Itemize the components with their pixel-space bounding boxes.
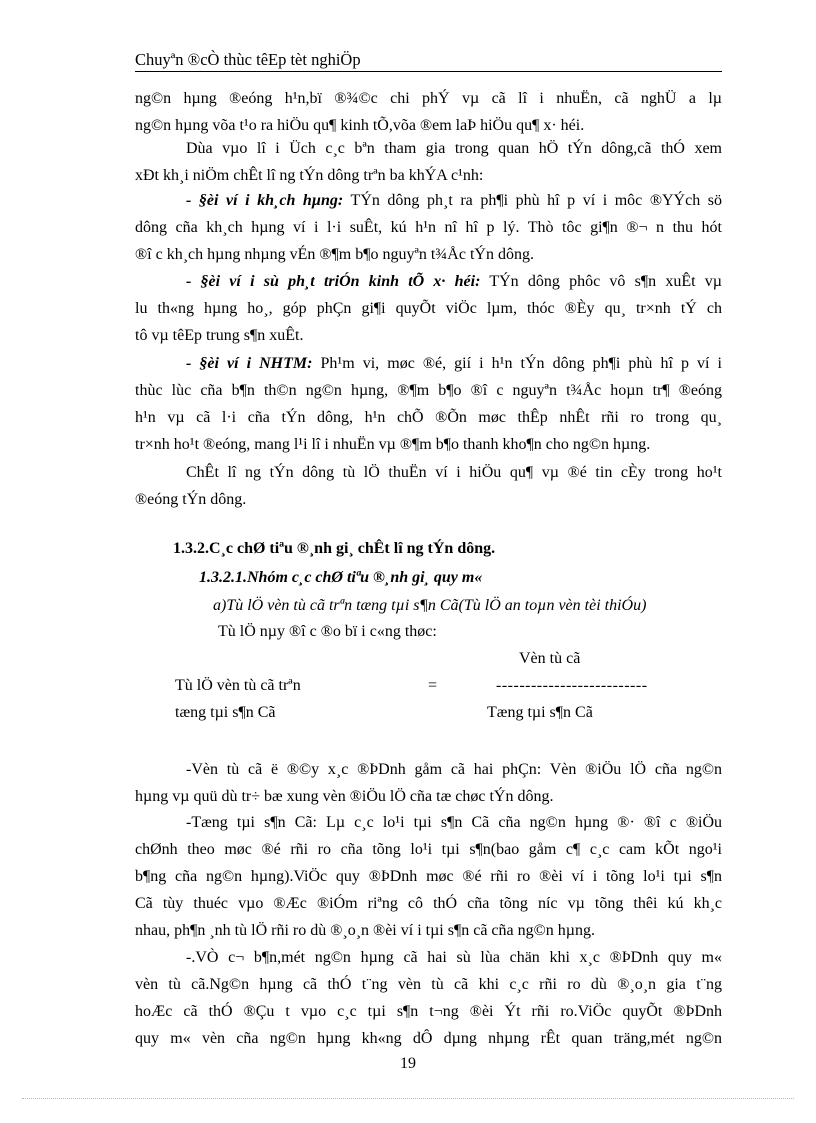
text-fragment: TÝn dông phôc vô s¶n xuÊt vµ	[480, 273, 722, 290]
subsection-heading: 1.3.2.1.Nhóm c¸c chØ tiªu ®¸nh gi¸ quy m«	[199, 569, 483, 586]
text-line: hoÆc cã thÓ ®Çu t vµo c¸c tµi s¶n t¬ng ®èi Ýt rñi ro.ViÖc quyÕt ®ÞDnh	[135, 1003, 722, 1020]
page-header-title: Chuyªn ®cÒ thùc têEp tèt nghiÖp	[135, 50, 361, 69]
formula-left-bottom: tæng tµi s¶n Cã	[175, 704, 276, 721]
text-line: -Tæng tµi s¶n Cã: Lµ c¸c lo¹i tµi s¶n Cã cña ng©n hµng ®· ®î c ®iÖu	[186, 814, 722, 831]
text-line: Cã tùy thuéc vµo ®Æc ®iÓm riªng cô thÓ cña tõng níc vµ tõng thêi kú kh¸c	[135, 895, 722, 912]
text-line: ®î c kh¸ch hµng nhµng vÉn ®¶m b¶o nguyªn t¾Åc tÝn dông.	[135, 246, 534, 263]
formula-intro: Tù lÖ nµy ®î c ®o bï i c«ng thøc:	[218, 623, 437, 640]
text-line: nhau, ph¶n ¸nh tù lÖ rñi ro dù ®¸o¸n ®èi ví i tµi s¶n cã cña ng©n hµng.	[135, 922, 595, 939]
section-heading: 1.3.2.C¸c chØ tiªu ®¸nh gi¸ chÊt lî ng tÝn dông.	[173, 540, 496, 557]
paragraph-customers	[135, 187, 722, 268]
text-line: xÐt kh¸i niÖm chÊt lî ng tÝn dông trªn ba khÝA c¹nh:	[135, 167, 484, 184]
formula-denominator: Tæng tµi s¶n Cã	[487, 704, 593, 721]
text-line: ®eóng tÝn dông.	[135, 491, 247, 508]
item-a-heading: a)Tù lÖ vèn tù cã trªn tæng tµi s¶n Cã(Tù lÖ an toµn vèn tèi thiÓu)	[213, 597, 647, 614]
paragraph-summary	[135, 459, 722, 513]
text-line: ng©n hµng võa t¹o ra hiÖu qu¶ kinh tÕ,võa ®em laÞ hiÖu qu¶ x· héi.	[135, 117, 585, 134]
text-line	[135, 187, 722, 214]
paragraph-nhtm	[135, 350, 722, 458]
paragraph-capital-decision	[135, 944, 722, 1052]
text-fragment: Ph¹m vi, møc ®é, gií i h¹n tÝn dông ph¶i phù hî p ví i	[312, 355, 722, 372]
text-fragment: TÝn dông ph¸t ra ph¶i phù hî p ví i môc ®YÝch sö	[343, 192, 722, 209]
text-line: lu th«ng hµng ho¸, góp phÇn gi¶i quyÕt viÖc lµm, thóc ®Èy qu¸ tr×nh tÝ ch	[135, 300, 722, 317]
formula-numerator: Vèn tù cã	[519, 650, 581, 667]
text-line: Dùa vµo lî i Üch c¸c bªn tham gia trong quan hÖ tÝn dông,cã thÓ xem	[186, 140, 722, 157]
text-line: quy m« vèn cña ng©n hµng kh«ng dÔ dµng nhµng rÊt quan träng,mét ng©n	[135, 1030, 722, 1047]
text-line: chØnh theo møc ®é rñi ro cña tõng lo¹i tµi s¶n(bao gåm c¶ c¸c cam kÕt ngo¹i	[135, 841, 722, 858]
paragraph-own-capital	[135, 756, 722, 810]
paragraph-lead: - §èi ví i NHTM:	[186, 355, 313, 372]
text-line: thùc lùc cña b¶n th©n ng©n hµng, ®¶m b¶o ®î c nguyªn t¾Åc hoµn tr¶ ®eóng	[135, 382, 722, 399]
text-line: -Vèn tù cã ë ®©y x¸c ®ÞDnh gåm cã hai phÇn: Vèn ®iÖu lÖ cña ng©n	[186, 761, 722, 778]
paragraph-credit-quality	[135, 135, 722, 189]
text-line: tr×nh ho¹t ®eóng, mang l¹i lî i nhuËn vµ ®¶m b¶o thanh kho¶n cho ng©n hµng.	[135, 436, 651, 453]
page-bottom-divider	[22, 1098, 794, 1099]
text-line: ChÊt lî ng tÝn dông tù lÖ thuËn ví i hiÖu qu¶ vµ ®é tin cÈy trong ho¹t	[186, 464, 722, 481]
paragraph-total-assets	[135, 809, 722, 944]
text-line: h¹n vµ cã l·i cña tÝn dông, h¹n chÕ ®Õn møc thÊp nhÊt rñi ro trong qu¸	[135, 409, 722, 426]
text-line: b¶ng cña ng©n hµng).ViÖc quy ®ÞDnh møc ®é rñi ro ®èi ví i tõng lo¹i tµi s¶n	[135, 868, 722, 885]
formula-fraction-bar: --------------------------	[496, 677, 648, 694]
text-line: dông cña kh¸ch hµng ví i l·i suÊt, kú h¹n nî hî p lý. Thò tôc gi¶n ®¬ n thu hót	[135, 219, 722, 236]
formula-left-top: Tù lÖ vèn tù cã trªn	[175, 677, 301, 694]
paragraph-intro	[135, 85, 722, 139]
text-line: tô vµ têEp trung s¶n xuÊt.	[135, 327, 304, 344]
text-line: hµng vµ quü dù tr÷ bæ xung vèn ®iÖu lÖ cña tæ chøc tÝn dông.	[135, 788, 554, 805]
paragraph-lead: - §èi ví i kh¸ch hµng:	[186, 192, 344, 209]
header-rule	[135, 71, 722, 72]
text-line: -.VÒ c¬ b¶n,mét ng©n hµng cã hai sù lùa chän khi x¸c ®ÞDnh quy m«	[186, 949, 722, 966]
page-number: 19	[400, 1055, 416, 1072]
formula-equals: =	[428, 677, 438, 694]
text-line	[135, 268, 722, 295]
paragraph-economy	[135, 268, 722, 349]
paragraph-lead: - §èi ví i sù ph¸t triÓn kinh tÕ x· héi:	[186, 273, 481, 290]
text-line	[135, 350, 722, 377]
text-line: vèn tù cã.Ng©n hµng cã thÓ t¨ng vèn tù cã khi c¸c rñi ro dù ®¸o¸n gia t¨ng	[135, 976, 722, 993]
text-line: ng©n hµng ®eóng h¹n,bï ®¾©c chi phÝ vµ cã lî i nhuËn, cã nghÜ a lµ	[135, 90, 722, 107]
